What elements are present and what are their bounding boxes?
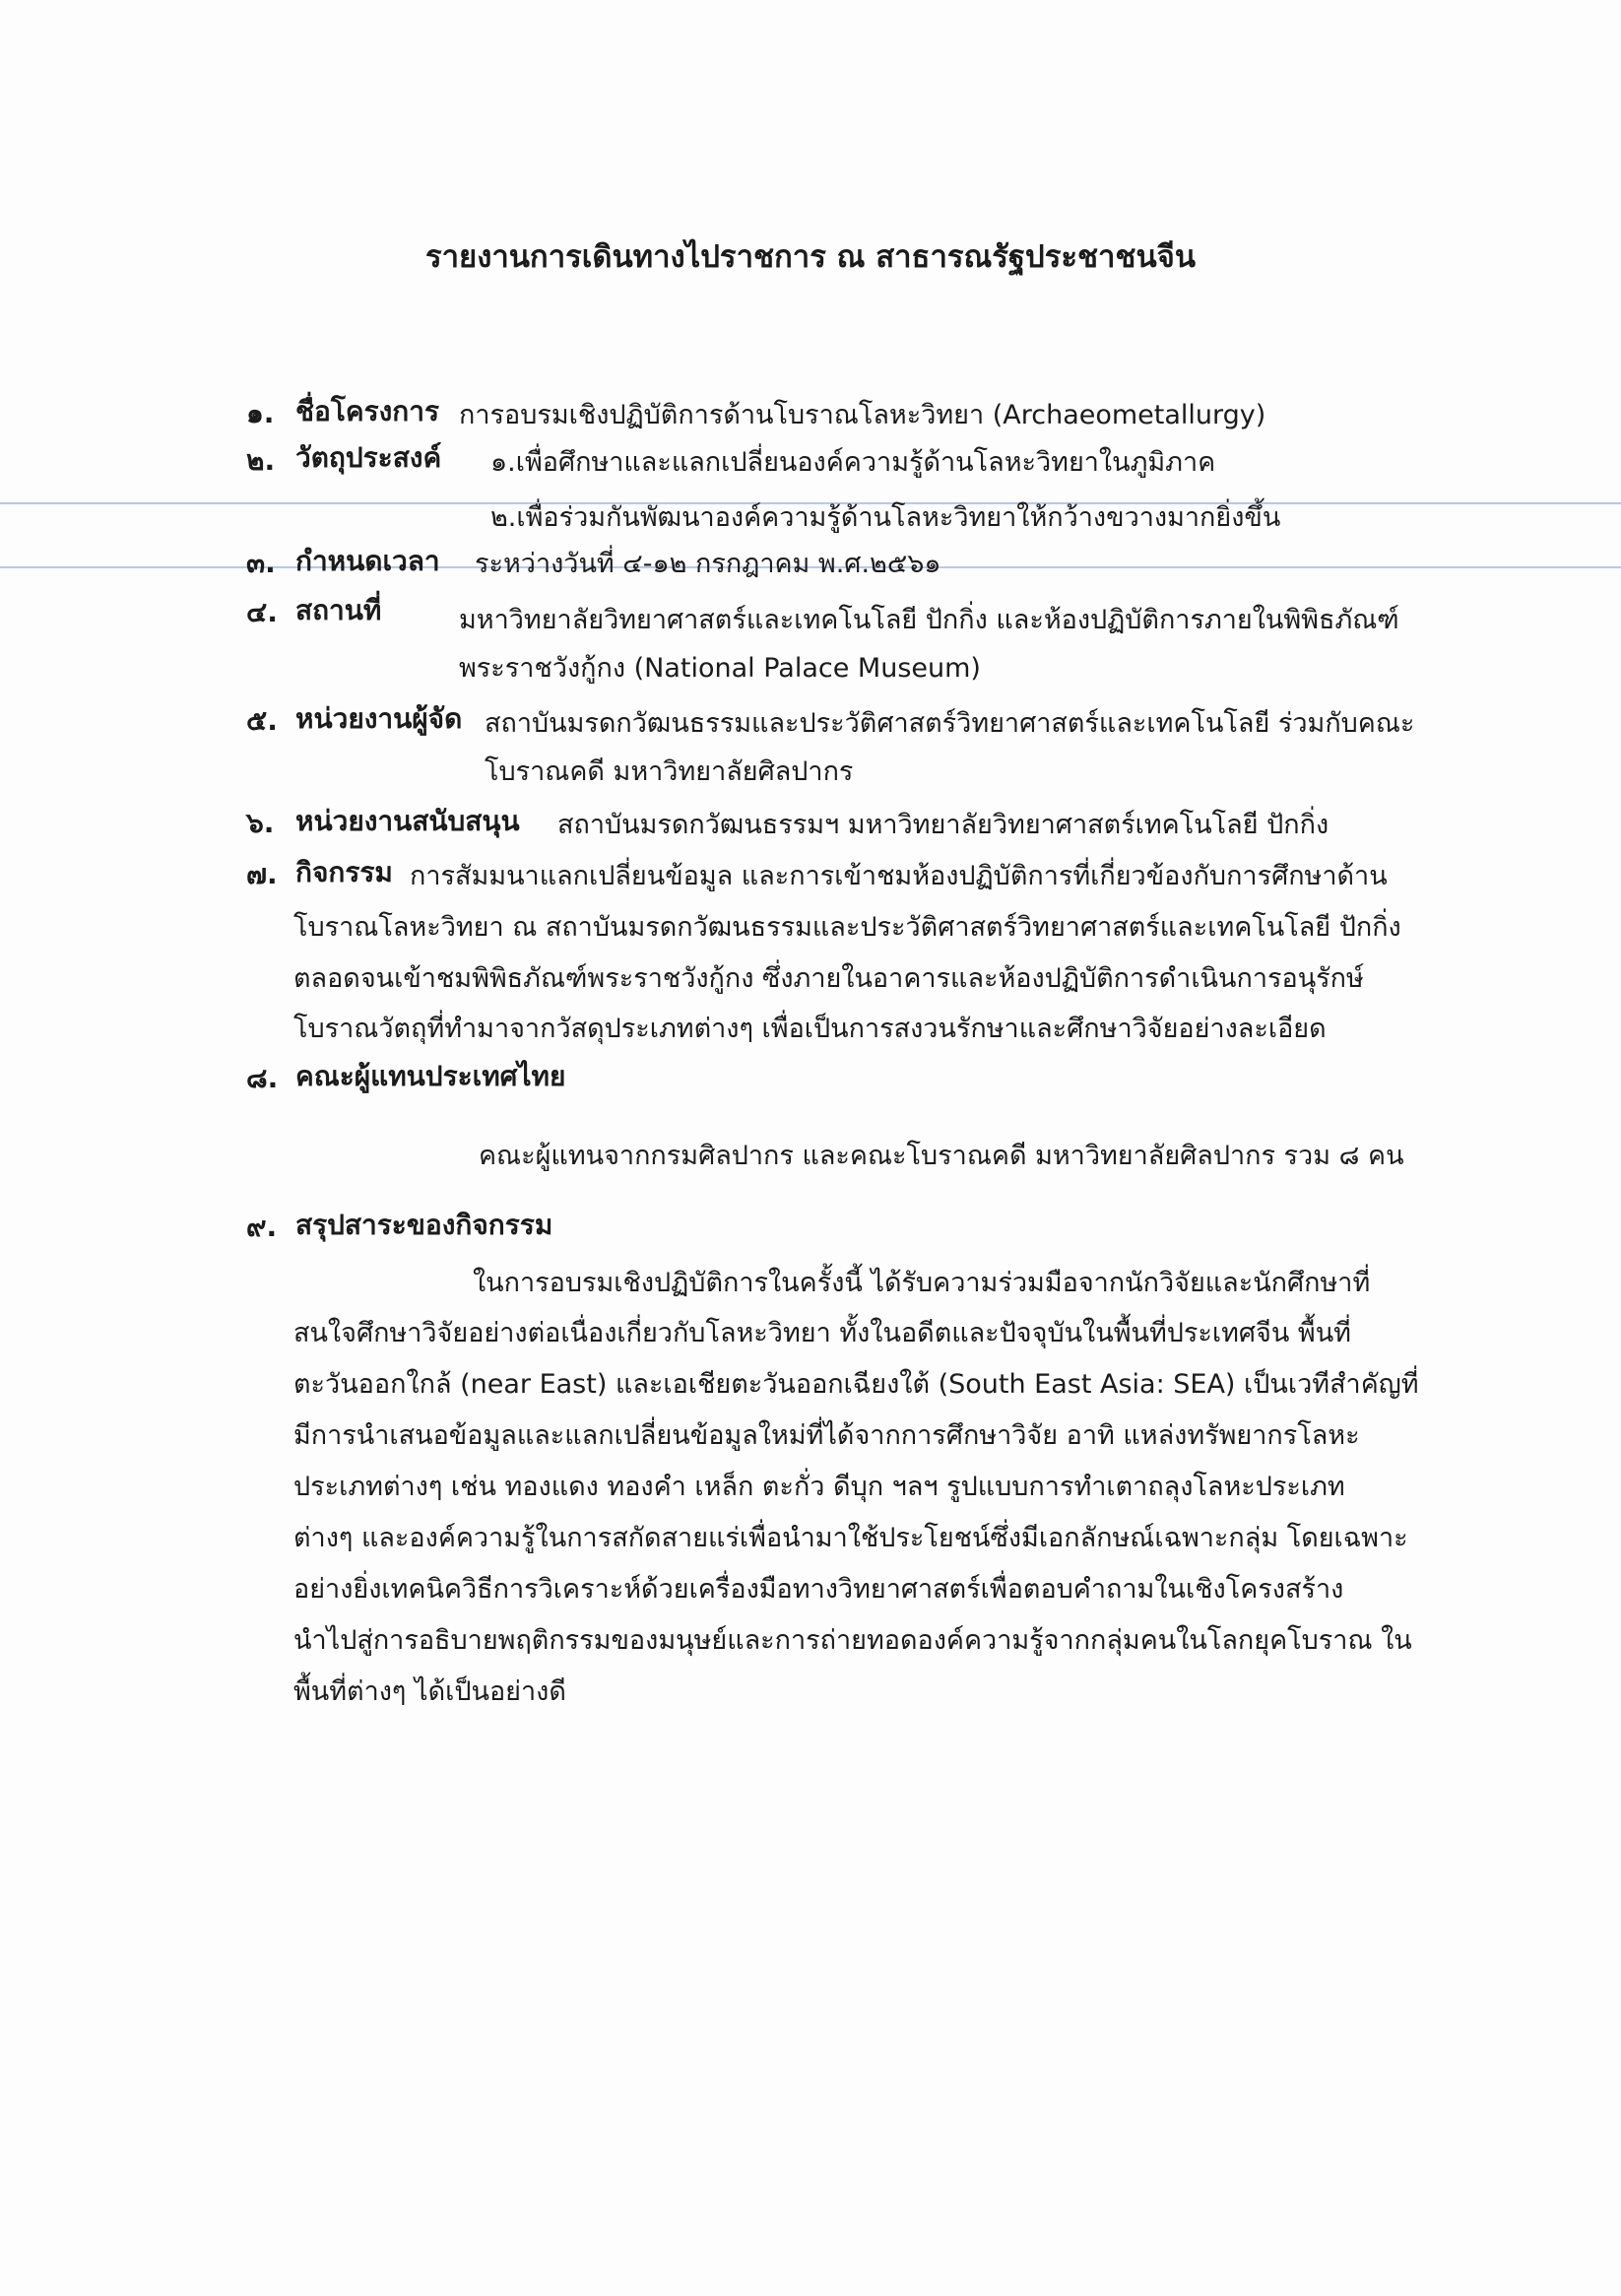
item-text: โบราณโลหะวิทยา ณ สถาบันมรดกวัฒนธรรมและประวัติศาสตร์วิทยาศาสตร์และเทคโนโลยี ปักกิ่ง <box>293 912 1401 943</box>
item-label: กำหนดเวลา <box>295 545 440 577</box>
item-text: โบราณวัตถุที่ทำมาจากวัสดุประเภทต่างๆ เพื่อเป็นการสงวนรักษาและศึกษาวิจัยอย่างละเอียด <box>293 1014 1327 1044</box>
item-text: ประเภทต่างๆ เช่น ทองแดง ทองคำ เหล็ก ตะกั่ว ดีบุก ฯลฯ รูปแบบการทำเตาถลุงโลหะประเภท <box>293 1472 1345 1502</box>
item-text: สนใจศึกษาวิจัยอย่างต่อเนื่องเกี่ยวกับโลหะวิทยา ทั้งในอดีตและปัจจุบันในพื้นที่ประเทศจีน พื้นที่ <box>293 1318 1351 1348</box>
item-label: สถานที่ <box>295 594 382 626</box>
item-text: ต่างๆ และองค์ความรู้ในการสกัดสายแร่เพื่อนำมาใช้ประโยชน์ซึ่งมีเอกลักษณ์เฉพาะกลุ่ม โดยเฉพาะ <box>293 1523 1408 1553</box>
item-text: มีการนำเสนอข้อมูลและแลกเปลี่ยนข้อมูลใหม่ที่ได้จากการศึกษาวิจัย อาทิ แหล่งทรัพยากรโลหะ <box>293 1420 1360 1451</box>
item-text: คณะผู้แทนจากกรมศิลปากร และคณะโบราณคดี มหาวิทยาลัยศิลปากร รวม ๘ คน <box>479 1141 1404 1171</box>
item-number: ๘. <box>246 1062 279 1094</box>
item-text: สถาบันมรดกวัฒนธรรมฯ มหาวิทยาลัยวิทยาศาสตร์เทคโนโลยี ปักกิ่ง <box>557 810 1329 840</box>
item-label: หน่วยงานสนับสนุน <box>295 805 520 837</box>
item-number: ๙. <box>246 1211 278 1243</box>
item-label: กิจกรรม <box>295 856 393 888</box>
item-text: ๒.เพื่อร่วมกันพัฒนาองค์ความรู้ด้านโลหะวิทยาให้กว้างขวางมากยิ่งขึ้น <box>490 502 1281 533</box>
item-text: พระราชวังกู้กง (National Palace Museum) <box>459 653 981 684</box>
item-text: พื้นที่ต่างๆ ได้เป็นอย่างดี <box>293 1676 566 1707</box>
item-text: การอบรมเชิงปฏิบัติการด้านโบราณโลหะวิทยา (Archaeometallurgy) <box>459 400 1266 430</box>
item-number: ๓. <box>246 547 276 579</box>
item-label: คณะผู้แทนประเทศไทย <box>295 1060 566 1092</box>
item-number: ๕. <box>246 704 278 737</box>
item-number: ๑. <box>246 397 275 429</box>
item-text: โบราณคดี มหาวิทยาลัยศิลปากร <box>485 756 854 787</box>
item-label: ชื่อโครงการ <box>295 395 440 427</box>
item-text: การสัมมนาแลกเปลี่ยนข้อมูล และการเข้าชมห้องปฏิบัติการที่เกี่ยวข้องกับการศึกษาด้าน <box>410 861 1388 891</box>
item-text: ตะวันออกใกล้ (near East) และเอเชียตะวันออกเฉียงใต้ (South East Asia: SEA) เป็นเวทีสำคัญที่ <box>293 1369 1419 1400</box>
item-text: ๑.เพื่อศึกษาและแลกเปลี่ยนองค์ความรู้ด้านโลหะวิทยาในภูมิภาค <box>490 447 1216 478</box>
item-text: สถาบันมรดกวัฒนธรรมและประวัติศาสตร์วิทยาศาสตร์และเทคโนโลยี ร่วมกับคณะ <box>485 708 1415 739</box>
item-label: หน่วยงานผู้จัด <box>295 702 463 735</box>
item-text: ตลอดจนเข้าชมพิพิธภัณฑ์พระราชวังกู้กง ซึ่งภายในอาคารและห้องปฏิบัติการดำเนินการอนุรักษ์ <box>293 963 1364 994</box>
item-text: มหาวิทยาลัยวิทยาศาสตร์และเทคโนโลยี ปักกิ่ง และห้องปฏิบัติการภายในพิพิธภัณฑ์ <box>459 605 1399 635</box>
item-text: ระหว่างวันที่ ๔-๑๒ กรกฎาคม พ.ศ.๒๕๖๑ <box>475 549 941 579</box>
item-text: อย่างยิ่งเทคนิควิธีการวิเคราะห์ด้วยเครื่องมือทางวิทยาศาสตร์เพื่อตอบคำถามในเชิงโครงสร้าง <box>293 1574 1344 1605</box>
item-number: ๒. <box>246 444 276 477</box>
item-number: ๔. <box>246 596 278 628</box>
item-label: วัตถุประสงค์ <box>295 441 442 474</box>
item-label: สรุปสาระของกิจกรรม <box>295 1209 553 1241</box>
item-number: ๖. <box>246 807 275 839</box>
document-title: รายงานการเดินทางไปราชการ ณ สาธารณรัฐประชาชนจีน <box>424 239 1197 275</box>
item-number: ๗. <box>246 858 278 890</box>
item-text: นำไปสู่การอธิบายพฤติกรรมของมนุษย์และการถ่ายทอดองค์ความรู้จากกลุ่มคนในโลกยุคโบราณ ใน <box>293 1625 1412 1656</box>
item-text: ในการอบรมเชิงปฏิบัติการในครั้งนี้ ได้รับความร่วมมือจากนักวิจัยและนักศึกษาที่ <box>473 1268 1371 1298</box>
